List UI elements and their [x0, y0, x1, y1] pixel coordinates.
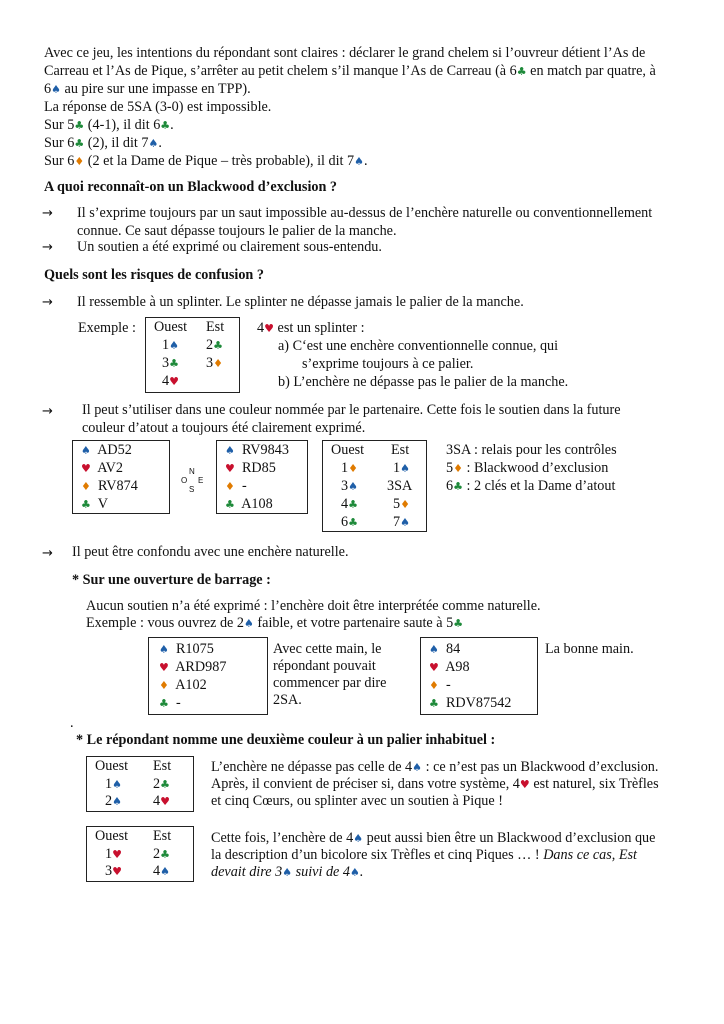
- spade-icon: ♠: [169, 339, 179, 352]
- hand-east: ♠ RV9843 ♥ RD85 ♦ - ♣ A108: [216, 440, 308, 514]
- heart-icon: ♥: [81, 462, 91, 475]
- bid: 3♣: [162, 355, 179, 371]
- bullet-3: Il ressemble à un splinter. Le splinter ne dépasse jamais le palier de la manche.: [77, 294, 524, 310]
- col-est: Est: [391, 442, 410, 458]
- intro-line-2: Carreau et l’As de Pique, s’arrêter au petit chelem s’il manque l’As de Carreau (à 6♣ en match par quatre, à: [44, 63, 656, 79]
- bullet-4-line-2: couleur d’atout a toujours été clairement exprimé.: [82, 420, 366, 436]
- spade-icon: ♠: [51, 83, 61, 96]
- ex5-text-3: devait dire 3♠ suivi de 4♠.: [211, 864, 364, 880]
- spade-icon: ♠: [412, 761, 423, 774]
- bid: 2♣: [206, 337, 223, 353]
- hand-responder: ♠ 84 ♥ A98 ♦ - ♣ RDV87542: [420, 637, 538, 715]
- intro-line-6: Sur 6♣ (2), il dit 7♠.: [44, 135, 162, 151]
- ex3-mid-2: répondant pouvait: [273, 658, 376, 674]
- hand-west: ♠ AD52 ♥ AV2 ♦ RV874 ♣ V: [72, 440, 170, 514]
- bidding-table-2: Ouest Est 1♦ 1♠ 3♠ 3SA 4♣ 5♦ 6♣ 7♠: [322, 440, 427, 532]
- heart-icon: ♥: [112, 865, 122, 878]
- example-label: Exemple :: [78, 320, 136, 336]
- ex2-note-3: 6♣ : 2 clés et la Dame d’atout: [446, 478, 616, 494]
- splinter-note: 4♥ est un splinter :: [257, 320, 365, 336]
- heading-confusion: Quels sont les risques de confusion ?: [44, 267, 264, 283]
- club-icon: ♣: [74, 137, 85, 150]
- col-est: Est: [153, 758, 172, 774]
- diamond-icon: ♦: [81, 480, 91, 493]
- compass-e: E: [198, 476, 204, 485]
- bidding-table-4: Ouest Est 1♠ 2♣ 2♠ 4♥: [86, 756, 194, 812]
- stray-dot: .: [70, 715, 74, 731]
- club-icon: ♣: [160, 119, 171, 132]
- ex3-mid-3: commencer par dire: [273, 675, 387, 691]
- diamond-icon: ♦: [453, 462, 463, 475]
- spade-icon: ♠: [282, 866, 293, 879]
- club-icon: ♣: [160, 848, 170, 861]
- diamond-icon: ♦: [348, 462, 358, 475]
- hand-opener: ♠ R1075 ♥ ARD987 ♦ A102 ♣ -: [148, 637, 268, 715]
- intro-line-1: Avec ce jeu, les intentions du répondant sont claires : déclarer le grand chelem si l’ouvreur détient l’As de: [44, 45, 646, 61]
- diamond-icon: ♦: [225, 480, 235, 493]
- barrage-para-1: Aucun soutien n’a été exprimé : l’enchère doit être interprétée comme naturelle.: [86, 598, 541, 614]
- bid: 1♠: [162, 337, 179, 353]
- club-icon: ♣: [169, 357, 179, 370]
- ex5-text-2: la description d’un bicolore six Trèfles et cinq Piques … ! Dans ce cas, Est: [211, 847, 637, 863]
- spade-icon: ♠: [148, 137, 159, 150]
- spade-icon: ♠: [112, 778, 122, 791]
- spade-icon: ♠: [429, 643, 439, 656]
- arrow-icon: →: [42, 404, 53, 419]
- heart-icon: ♥: [264, 322, 274, 335]
- col-ouest: Ouest: [95, 758, 129, 774]
- col-est: Est: [206, 319, 225, 335]
- ex4-text-2: Après, il convient de préciser si, dans votre système, 4♥ est naturel, six Trèfles: [211, 776, 659, 792]
- ex3-mid-4: 2SA.: [273, 692, 302, 708]
- bid: 3♦: [206, 355, 223, 371]
- note-a-line-2: s’exprime toujours à ce palier.: [302, 356, 474, 372]
- diamond-icon: ♦: [400, 498, 410, 511]
- intro-line-4: La réponse de 5SA (3-0) est impossible.: [44, 99, 272, 115]
- intro-line-5: Sur 5♣ (4-1), il dit 6♣.: [44, 117, 174, 133]
- club-icon: ♣: [453, 617, 464, 630]
- ex4-text-3: et cinq Cœurs, ou splinter avec un soutien à Pique !: [211, 793, 503, 809]
- ex5-text-1: Cette fois, l’enchère de 4♠ peut aussi bien être un Blackwood d’exclusion que: [211, 830, 656, 846]
- compass-s: S: [189, 485, 195, 494]
- spade-icon: ♠: [160, 865, 170, 878]
- arrow-icon: →: [42, 295, 53, 310]
- spade-icon: ♠: [244, 617, 254, 630]
- heading-recognize: A quoi reconnaît-on un Blackwood d’exclusion ?: [44, 179, 338, 195]
- heart-icon: ♥: [429, 661, 439, 674]
- compass-o: O: [181, 476, 188, 485]
- club-icon: ♣: [225, 498, 235, 511]
- bidding-table-5: Ouest Est 1♥ 2♣ 3♥ 4♠: [86, 826, 194, 882]
- spade-icon: ♠: [400, 462, 410, 475]
- spade-icon: ♠: [225, 444, 235, 457]
- spade-icon: ♠: [348, 480, 358, 493]
- club-icon: ♣: [516, 65, 527, 78]
- bullet-2: Un soutien a été exprimé ou clairement sous-entendu.: [77, 239, 382, 255]
- note-a-line-1: a) C‘est une enchère conventionnelle connue, qui: [278, 338, 559, 354]
- spade-icon: ♠: [353, 832, 364, 845]
- bullet-1-line-1: Il s’exprime toujours par un saut impossible au-dessus de l’enchère naturelle ou conventionnellement: [77, 205, 653, 221]
- club-icon: ♣: [348, 516, 358, 529]
- heart-icon: ♥: [112, 848, 122, 861]
- club-icon: ♣: [74, 119, 85, 132]
- spade-icon: ♠: [112, 795, 122, 808]
- intro-line-3: 6♠ au pire sur une impasse en TPP).: [44, 81, 251, 97]
- arrow-icon: →: [42, 206, 53, 221]
- heart-icon: ♥: [160, 795, 170, 808]
- col-ouest: Ouest: [154, 319, 188, 335]
- bullet-4-line-1: Il peut s’utiliser dans une couleur nommée par le partenaire. Cette fois le soutien dans la future: [82, 402, 621, 418]
- note-b: b) L’enchère ne dépasse pas le palier de la manche.: [278, 374, 569, 390]
- heart-icon: ♥: [159, 661, 169, 674]
- diamond-icon: ♦: [74, 155, 85, 168]
- intro-line-7: Sur 6♦ (2 et la Dame de Pique – très probable), il dit 7♠.: [44, 153, 368, 169]
- subheading-second-suit: * Le répondant nomme une deuxième couleur à un palier inhabituel :: [76, 732, 496, 748]
- club-icon: ♣: [213, 339, 223, 352]
- barrage-para-2: Exemple : vous ouvrez de 2♠ faible, et votre partenaire saute à 5♣: [86, 615, 464, 631]
- spade-icon: ♠: [400, 516, 410, 529]
- ex2-note-1: 3SA : relais pour les contrôles: [446, 442, 617, 458]
- ex4-text-1: L’enchère ne dépasse pas celle de 4♠ : ce n’est pas un Blackwood d’exclusion.: [211, 759, 659, 775]
- bid: 4♥: [162, 373, 179, 389]
- col-est: Est: [153, 828, 172, 844]
- arrow-icon: →: [42, 240, 53, 255]
- diamond-icon: ♦: [213, 357, 223, 370]
- heart-icon: ♥: [519, 778, 530, 791]
- club-icon: ♣: [81, 498, 91, 511]
- bullet-1-line-2: connue. Ce saut dépasse toujours le palier de la manche.: [77, 223, 397, 239]
- diamond-icon: ♦: [159, 679, 169, 692]
- spade-icon: ♠: [349, 866, 360, 879]
- spade-icon: ♠: [354, 155, 364, 168]
- club-icon: ♣: [160, 778, 170, 791]
- compass-n: N: [189, 467, 195, 476]
- good-hand-label: La bonne main.: [545, 641, 634, 657]
- diamond-icon: ♦: [429, 679, 439, 692]
- col-ouest: Ouest: [95, 828, 129, 844]
- club-icon: ♣: [159, 697, 169, 710]
- subheading-barrage: * Sur une ouverture de barrage :: [72, 572, 271, 588]
- col-ouest: Ouest: [331, 442, 365, 458]
- heart-icon: ♥: [225, 462, 235, 475]
- spade-icon: ♠: [81, 444, 91, 457]
- bidding-table-1: [145, 317, 240, 393]
- club-icon: ♣: [453, 480, 463, 493]
- spade-icon: ♠: [159, 643, 169, 656]
- heart-icon: ♥: [169, 375, 179, 388]
- club-icon: ♣: [429, 697, 439, 710]
- club-icon: ♣: [348, 498, 358, 511]
- ex3-mid-1: Avec cette main, le: [273, 641, 382, 657]
- arrow-icon: →: [42, 546, 53, 561]
- ex2-note-2: 5♦ : Blackwood d’exclusion: [446, 460, 609, 476]
- bullet-5: Il peut être confondu avec une enchère naturelle.: [72, 544, 349, 560]
